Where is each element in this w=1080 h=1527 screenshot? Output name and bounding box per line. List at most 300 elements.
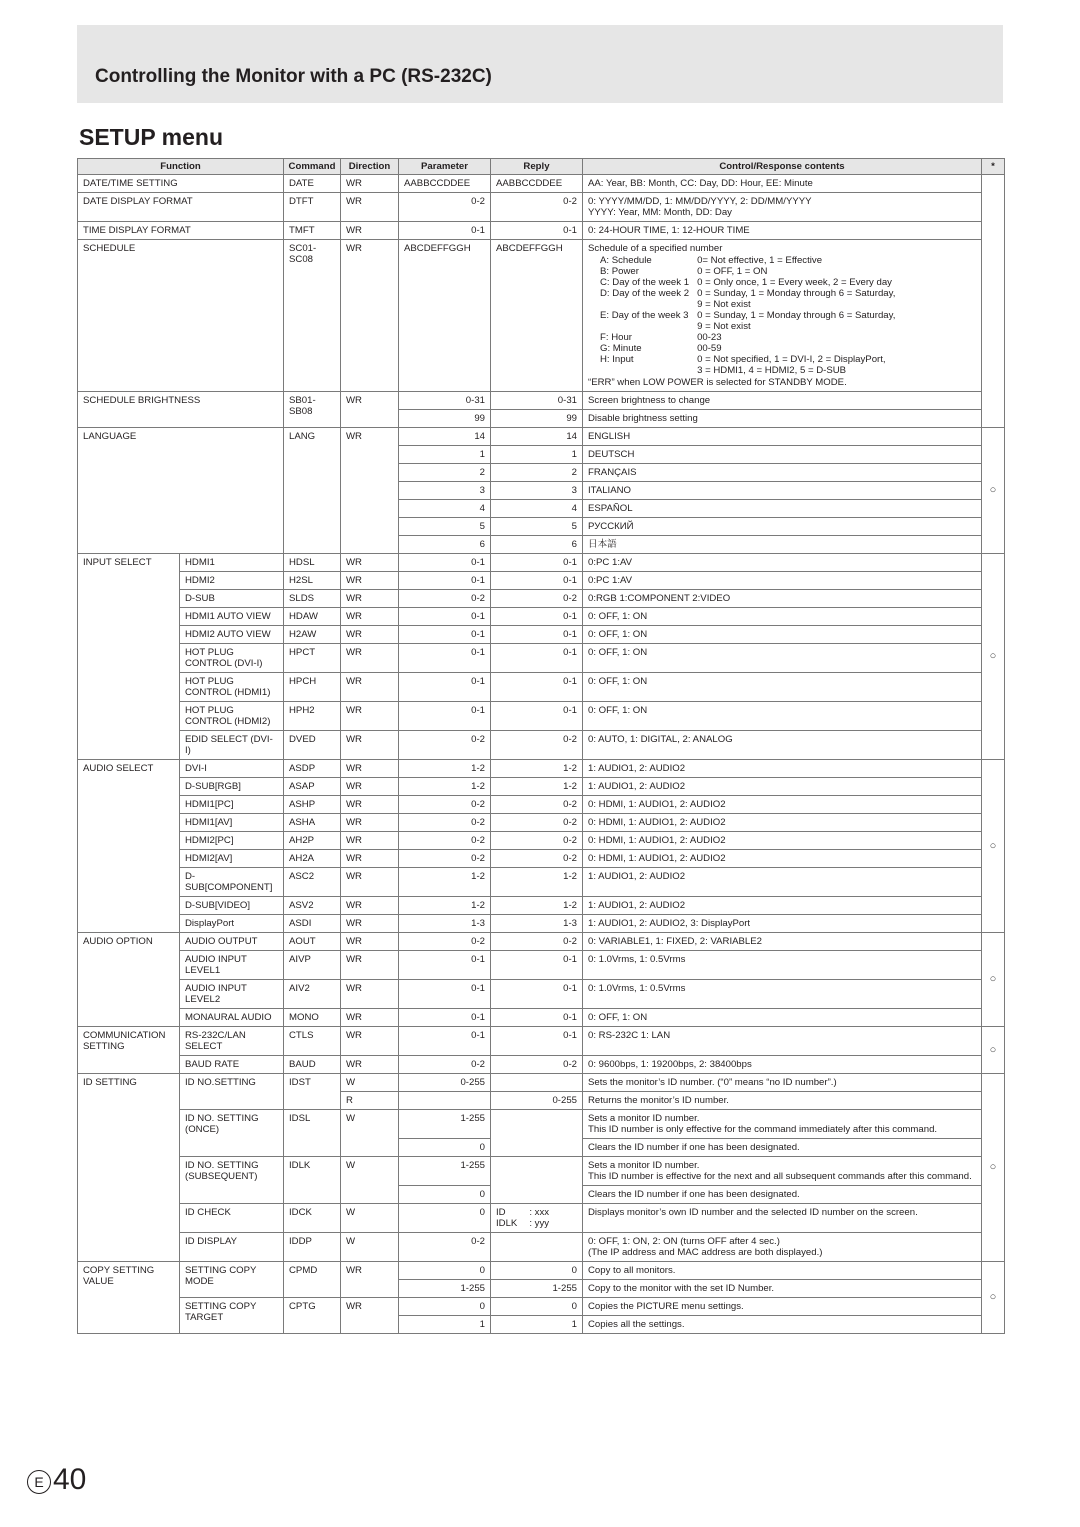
reply-cell: 0-2 (491, 850, 583, 868)
parameter-cell: 0-2 (399, 832, 491, 850)
reply-cell: AABBCCDDEE (491, 175, 583, 193)
table-row (78, 193, 1005, 222)
table-row (78, 673, 1005, 702)
table-row (78, 1056, 1005, 1074)
page-number: 40 (53, 1463, 87, 1496)
table-row (78, 1074, 1005, 1092)
table-row (78, 222, 1005, 240)
table-row (78, 850, 1005, 868)
parameter-cell: AABBCCDDEE (399, 175, 491, 193)
table-row (78, 1110, 1005, 1139)
reply-cell: 0-2 (491, 1056, 583, 1074)
contents-cell: 0: VARIABLE1, 1: FIXED, 2: VARIABLE2 (583, 933, 982, 951)
subfunction-cell: AUDIO INPUT LEVEL1 (180, 951, 284, 980)
table-row (78, 933, 1005, 951)
parameter-cell: 0-1 (399, 702, 491, 731)
table-row (78, 1157, 1005, 1186)
reply-cell: 0-2 (491, 796, 583, 814)
direction-cell: WR (341, 572, 399, 590)
schedule-intro: Schedule of a specified number (588, 243, 723, 254)
reply-cell: 1-2 (491, 778, 583, 796)
command-cell: AH2P (284, 832, 341, 850)
parameter-cell: 0-1 (399, 1009, 491, 1027)
contents-cell: Clears the ID number if one has been designated. (583, 1186, 982, 1204)
direction-cell: WR (341, 897, 399, 915)
parameter-cell: 4 (399, 500, 491, 518)
contents-cell: Copy to all monitors. (583, 1262, 982, 1280)
schedule-field-key (600, 299, 697, 310)
command-line: SC08 (289, 254, 313, 265)
contents-cell: Displays monitor’s own ID number and the selected ID number on the screen. (583, 1204, 982, 1233)
header-command: Command (284, 159, 341, 175)
parameter-cell: 0 (399, 1186, 491, 1204)
subfunction-cell: BAUD RATE (180, 1056, 284, 1074)
direction-cell: W (341, 1110, 399, 1157)
command-cell: ASC2 (284, 868, 341, 897)
copy-setting-group (78, 1262, 1005, 1334)
parameter-cell: 2 (399, 464, 491, 482)
schedule-field-row (600, 288, 903, 299)
star-cell: ○ (982, 1027, 1005, 1074)
star-cell: ○ (982, 1074, 1005, 1262)
contents-cell: 1: AUDIO1, 2: AUDIO2 (583, 868, 982, 897)
subfunction-cell: EDID SELECT (DVI-I) (180, 731, 284, 760)
page-language-badge: E (27, 1470, 51, 1494)
parameter-cell: 1-2 (399, 778, 491, 796)
subfunction-cell: HOT PLUG CONTROL (HDMI1) (180, 673, 284, 702)
subfunction-cell: DVI-I (180, 760, 284, 778)
contents-line: YYYY: Year, MM: Month, DD: Day (588, 207, 732, 218)
parameter-cell: 1-2 (399, 760, 491, 778)
contents-cell: 日本語 (583, 536, 982, 554)
reply-value: : xxx (529, 1207, 550, 1218)
parameter-cell: 0 (399, 1262, 491, 1280)
parameter-cell: 0-2 (399, 933, 491, 951)
contents-cell: 0:RGB 1:COMPONENT 2:VIDEO (583, 590, 982, 608)
direction-cell: WR (341, 1056, 399, 1074)
reply-cell: 0-1 (491, 644, 583, 673)
parameter-cell: 0-2 (399, 1233, 491, 1262)
schedule-field-key: E: Day of the week 3 (600, 310, 689, 321)
contents-cell: Sets the monitor’s ID number. (“0” means “no ID number”.) (583, 1074, 982, 1092)
subfunction-cell: HDMI1[PC] (180, 796, 284, 814)
section-title: SETUP menu (79, 124, 223, 150)
schedule-field-key: H: Input (600, 354, 634, 365)
subfunction-cell: HOT PLUG CONTROL (DVI-I) (180, 644, 284, 673)
subfunction-cell: SETTING COPY TARGET (180, 1298, 284, 1334)
contents-cell: 0: 24-HOUR TIME, 1: 12-HOUR TIME (583, 222, 982, 240)
star-cell: ○ (982, 1262, 1005, 1334)
schedule-field-row (600, 365, 903, 376)
reply-cell: 0-255 (491, 1092, 583, 1110)
contents-cell: 1: AUDIO1, 2: AUDIO2 (583, 897, 982, 915)
command-cell: HDSL (284, 554, 341, 572)
parameter-cell: 0-2 (399, 590, 491, 608)
schedule-field-value: 0 = Sunday, 1 = Monday through 6 = Saturday, (697, 310, 896, 321)
direction-cell: R (341, 1092, 399, 1110)
reply-cell: 0-2 (491, 590, 583, 608)
parameter-cell: 1 (399, 446, 491, 464)
header-function: Function (78, 159, 284, 175)
direction-cell: WR (341, 850, 399, 868)
table-row (78, 1009, 1005, 1027)
parameter-cell: 1 (399, 1316, 491, 1334)
reply-cell: 0-1 (491, 702, 583, 731)
header-contents: Control/Response contents (583, 159, 982, 175)
contents-cell: Copy to the monitor with the set ID Number. (583, 1280, 982, 1298)
direction-cell: WR (341, 760, 399, 778)
reply-cell: 3 (491, 482, 583, 500)
table-row (78, 868, 1005, 897)
command-cell (284, 392, 341, 428)
parameter-cell: 0-1 (399, 626, 491, 644)
parameter-cell: 99 (399, 410, 491, 428)
reply-cell: ABCDEFFGGH (491, 240, 583, 392)
parameter-cell: 1-2 (399, 868, 491, 897)
function-cell: DATE DISPLAY FORMAT (78, 193, 284, 222)
command-cell: IDSL (284, 1110, 341, 1157)
command-cell: IDST (284, 1074, 341, 1110)
reply-cell: 0-1 (491, 554, 583, 572)
contents-cell: Returns the monitor’s ID number. (583, 1092, 982, 1110)
function-cell: INPUT SELECT (78, 554, 180, 760)
parameter-cell: 0 (399, 1298, 491, 1316)
subfunction-cell: AUDIO OUTPUT (180, 933, 284, 951)
contents-cell (583, 193, 982, 222)
direction-cell: WR (341, 951, 399, 980)
function-cell: TIME DISPLAY FORMAT (78, 222, 284, 240)
command-cell: HPCT (284, 644, 341, 673)
subfunction-cell: ID CHECK (180, 1204, 284, 1233)
subfunction-cell: SETTING COPY MODE (180, 1262, 284, 1298)
direction-cell: WR (341, 868, 399, 897)
direction-cell: WR (341, 240, 399, 392)
reply-cell: 0-2 (491, 814, 583, 832)
direction-cell: WR (341, 554, 399, 572)
command-cell: CTLS (284, 1027, 341, 1056)
command-cell: HPCH (284, 673, 341, 702)
reply-cell: 4 (491, 500, 583, 518)
command-cell: H2AW (284, 626, 341, 644)
command-cell: ASV2 (284, 897, 341, 915)
reply-cell: 0-1 (491, 980, 583, 1009)
schedule-field-row (600, 343, 903, 354)
contents-cell: Disable brightness setting (583, 410, 982, 428)
reply-cell: 0 (491, 1262, 583, 1280)
setup-command-table (77, 158, 1005, 1334)
communication-group (78, 1027, 1005, 1074)
contents-cell: 0: 9600bps, 1: 19200bps, 2: 38400bps (583, 1056, 982, 1074)
direction-cell: WR (341, 1298, 399, 1334)
contents-line: This ID number is only effective for the command immediately after this command. (588, 1124, 938, 1135)
subfunction-cell: HDMI2 AUTO VIEW (180, 626, 284, 644)
command-cell: DATE (284, 175, 341, 193)
parameter-cell: 1-255 (399, 1280, 491, 1298)
command-cell: ASAP (284, 778, 341, 796)
subfunction-cell: DisplayPort (180, 915, 284, 933)
parameter-cell: 0-2 (399, 193, 491, 222)
direction-cell: WR (341, 1262, 399, 1298)
command-cell (284, 240, 341, 392)
table-row (78, 814, 1005, 832)
contents-cell: 0: RS-232C 1: LAN (583, 1027, 982, 1056)
direction-cell: WR (341, 832, 399, 850)
function-cell: COPY SETTING VALUE (78, 1262, 180, 1334)
direction-cell: WR (341, 428, 399, 554)
schedule-field-row (600, 277, 903, 288)
reply-cell: 0-2 (491, 193, 583, 222)
contents-cell (583, 1233, 982, 1262)
reply-cell: 0-1 (491, 626, 583, 644)
table-row (78, 951, 1005, 980)
reply-cell: 5 (491, 518, 583, 536)
function-cell: LANGUAGE (78, 428, 284, 554)
parameter-cell: 6 (399, 536, 491, 554)
contents-line: This ID number is effective for the next and all subsequent commands after this command. (588, 1171, 972, 1182)
parameter-cell: 1-3 (399, 915, 491, 933)
audio-option-group (78, 933, 1005, 1027)
schedule-field-value: 3 = HDMI1, 4 = HDMI2, 5 = D-SUB (697, 365, 847, 376)
table-row (78, 392, 1005, 410)
command-cell: DTFT (284, 193, 341, 222)
contents-cell: Copies all the settings. (583, 1316, 982, 1334)
star-cell: ○ (982, 428, 1005, 554)
reply-cell: 0-1 (491, 951, 583, 980)
schedule-field-value: 9 = Not exist (697, 321, 751, 332)
header-parameter: Parameter (399, 159, 491, 175)
contents-line: (The IP address and MAC address are both displayed.) (588, 1247, 823, 1258)
direction-cell: WR (341, 644, 399, 673)
schedule-field-row (600, 266, 903, 277)
schedule-field-value: 0= Not effective, 1 = Effective (697, 255, 823, 266)
schedule-field-key: G: Minute (600, 343, 642, 354)
contents-cell: 0:PC 1:AV (583, 554, 982, 572)
reply-cell: 0-1 (491, 608, 583, 626)
command-cell: MONO (284, 1009, 341, 1027)
page-title: Controlling the Monitor with a PC (RS-232C) (95, 66, 492, 87)
contents-cell: 0: OFF, 1: ON (583, 702, 982, 731)
function-cell: DATE/TIME SETTING (78, 175, 284, 193)
reply-cell: 1-3 (491, 915, 583, 933)
subfunction-cell: HDMI1[AV] (180, 814, 284, 832)
parameter-cell: 0-1 (399, 572, 491, 590)
command-cell: HDAW (284, 608, 341, 626)
parameter-cell: 0-1 (399, 951, 491, 980)
command-cell: DVED (284, 731, 341, 760)
direction-cell: WR (341, 626, 399, 644)
header-direction: Direction (341, 159, 399, 175)
subfunction-cell: ID NO.SETTING (180, 1074, 284, 1110)
command-cell: HPH2 (284, 702, 341, 731)
schedule-field-row (600, 321, 903, 332)
command-cell: AIV2 (284, 980, 341, 1009)
contents-cell (583, 240, 982, 392)
direction-cell: W (341, 1233, 399, 1262)
command-line: SC01- (289, 243, 317, 254)
contents-cell: РУССКИЙ (583, 518, 982, 536)
parameter-cell: 3 (399, 482, 491, 500)
command-cell: SLDS (284, 590, 341, 608)
table-row (78, 778, 1005, 796)
parameter-cell: 0-2 (399, 796, 491, 814)
star-cell: ○ (982, 554, 1005, 760)
input-select-group (78, 554, 1005, 760)
direction-cell: WR (341, 980, 399, 1009)
subfunction-cell: HDMI2 (180, 572, 284, 590)
schedule-field-key: A: Schedule (600, 255, 652, 266)
schedule-field-key (600, 321, 697, 332)
schedule-field-key: B: Power (600, 266, 639, 277)
direction-cell: WR (341, 590, 399, 608)
contents-line: Sets a monitor ID number. (588, 1160, 700, 1171)
reply-cell: 0-2 (491, 731, 583, 760)
contents-cell: 0: 1.0Vrms, 1: 0.5Vrms (583, 980, 982, 1009)
function-cell: AUDIO SELECT (78, 760, 180, 933)
table-row (78, 1298, 1005, 1316)
table-row (78, 1204, 1005, 1233)
contents-cell: 1: AUDIO1, 2: AUDIO2 (583, 778, 982, 796)
contents-line: 0: YYYY/MM/DD, 1: MM/DD/YYYY, 2: DD/MM/YYYY (588, 196, 812, 207)
command-cell: LANG (284, 428, 341, 554)
schedule-note: “ERR” when LOW POWER is selected for STANDBY MODE. (588, 377, 847, 388)
command-cell: H2SL (284, 572, 341, 590)
reply-cell: 0-1 (491, 572, 583, 590)
parameter-cell: 1-255 (399, 1110, 491, 1139)
schedule-field-value: 0 = Sunday, 1 = Monday through 6 = Saturday, (697, 288, 896, 299)
subfunction-cell: ID NO. SETTING (SUBSEQUENT) (180, 1157, 284, 1204)
direction-cell: WR (341, 1027, 399, 1056)
direction-cell: WR (341, 731, 399, 760)
function-cell: SCHEDULE BRIGHTNESS (78, 392, 284, 428)
parameter-cell: 1-255 (399, 1157, 491, 1186)
parameter-cell: 0-31 (399, 392, 491, 410)
reply-cell: 0-1 (491, 222, 583, 240)
subfunction-cell: D-SUB[RGB] (180, 778, 284, 796)
contents-cell: 0: 1.0Vrms, 1: 0.5Vrms (583, 951, 982, 980)
command-cell: ASDP (284, 760, 341, 778)
reply-cell (491, 1204, 583, 1233)
reply-cell: 1 (491, 446, 583, 464)
reply-cell: 14 (491, 428, 583, 446)
command-cell: AOUT (284, 933, 341, 951)
parameter-cell: 14 (399, 428, 491, 446)
command-cell: AH2A (284, 850, 341, 868)
direction-cell: WR (341, 608, 399, 626)
schedule-field-value: 0 = Only once, 1 = Every week, 2 = Every day (697, 277, 892, 288)
table-row (78, 1233, 1005, 1262)
contents-cell: 0: HDMI, 1: AUDIO1, 2: AUDIO2 (583, 814, 982, 832)
schedule-field-list (600, 255, 903, 376)
subfunction-cell: HOT PLUG CONTROL (HDMI2) (180, 702, 284, 731)
command-cell: IDLK (284, 1157, 341, 1204)
direction-cell: WR (341, 1009, 399, 1027)
reply-cell: 99 (491, 410, 583, 428)
contents-cell (583, 1157, 982, 1186)
table-row (78, 832, 1005, 850)
direction-cell: W (341, 1157, 399, 1204)
table-row (78, 644, 1005, 673)
reply-key: ID (496, 1207, 506, 1218)
direction-cell: WR (341, 796, 399, 814)
direction-cell: WR (341, 193, 399, 222)
parameter-cell: 0-2 (399, 731, 491, 760)
contents-cell: 0: OFF, 1: ON (583, 1009, 982, 1027)
schedule-field-key: F: Hour (600, 332, 632, 343)
command-cell: ASHA (284, 814, 341, 832)
contents-cell: 0:PC 1:AV (583, 572, 982, 590)
direction-cell: WR (341, 673, 399, 702)
table-row (78, 608, 1005, 626)
id-check-reply (496, 1207, 561, 1229)
reply-cell: 0-1 (491, 673, 583, 702)
command-cell: BAUD (284, 1056, 341, 1074)
function-cell: ID SETTING (78, 1074, 180, 1262)
reply-cell (491, 1157, 583, 1204)
direction-cell: WR (341, 175, 399, 193)
schedule-field-row (600, 310, 903, 321)
schedule-field-key: D: Day of the week 2 (600, 288, 690, 299)
command-line: SB01- (289, 395, 316, 406)
subfunction-cell: HDMI1 (180, 554, 284, 572)
direction-cell: WR (341, 778, 399, 796)
contents-cell: 0: HDMI, 1: AUDIO1, 2: AUDIO2 (583, 832, 982, 850)
schedule-field-value: 0 = Not specified, 1 = DVI-I, 2 = DisplayPort, (697, 354, 886, 365)
direction-cell: WR (341, 933, 399, 951)
reply-cell: 6 (491, 536, 583, 554)
contents-cell: Screen brightness to change (583, 392, 982, 410)
direction-cell: W (341, 1204, 399, 1233)
command-cell: IDCK (284, 1204, 341, 1233)
parameter-cell: 0-1 (399, 980, 491, 1009)
id-setting-group (78, 1074, 1005, 1262)
parameter-cell: 0-1 (399, 644, 491, 673)
direction-cell: WR (341, 702, 399, 731)
command-cell: ASDI (284, 915, 341, 933)
star-cell: ○ (982, 933, 1005, 1027)
parameter-cell: 0 (399, 1204, 491, 1233)
contents-cell: 0: HDMI, 1: AUDIO1, 2: AUDIO2 (583, 850, 982, 868)
parameter-cell: 0-1 (399, 222, 491, 240)
reply-cell: 1-255 (491, 1280, 583, 1298)
parameter-cell: 0-2 (399, 1056, 491, 1074)
table-row (78, 590, 1005, 608)
table-row (78, 1027, 1005, 1056)
table-row (78, 626, 1005, 644)
schedule-field-row (600, 299, 903, 310)
table-row (78, 428, 1005, 446)
table-row (78, 796, 1005, 814)
contents-cell: 0: OFF, 1: ON (583, 626, 982, 644)
reply-cell: 1-2 (491, 868, 583, 897)
schedule-field-value: 0 = OFF, 1 = ON (697, 266, 768, 277)
reply-cell: 0-2 (491, 933, 583, 951)
parameter-cell: 1-2 (399, 897, 491, 915)
table-row (78, 175, 1005, 193)
subfunction-cell: MONAURAL AUDIO (180, 1009, 284, 1027)
contents-cell: AA: Year, BB: Month, CC: Day, DD: Hour, EE: Minute (583, 175, 982, 193)
schedule-field-value: 9 = Not exist (697, 299, 751, 310)
contents-cell: Clears the ID number if one has been designated. (583, 1139, 982, 1157)
direction-cell: WR (341, 392, 399, 428)
schedule-field-value: 00-59 (697, 343, 722, 354)
schedule-field-key: C: Day of the week 1 (600, 277, 690, 288)
contents-cell: 0: AUTO, 1: DIGITAL, 2: ANALOG (583, 731, 982, 760)
command-cell: TMFT (284, 222, 341, 240)
contents-cell: 0: OFF, 1: ON (583, 608, 982, 626)
direction-cell: W (341, 1074, 399, 1092)
contents-cell: 1: AUDIO1, 2: AUDIO2, 3: DisplayPort (583, 915, 982, 933)
direction-cell: WR (341, 915, 399, 933)
